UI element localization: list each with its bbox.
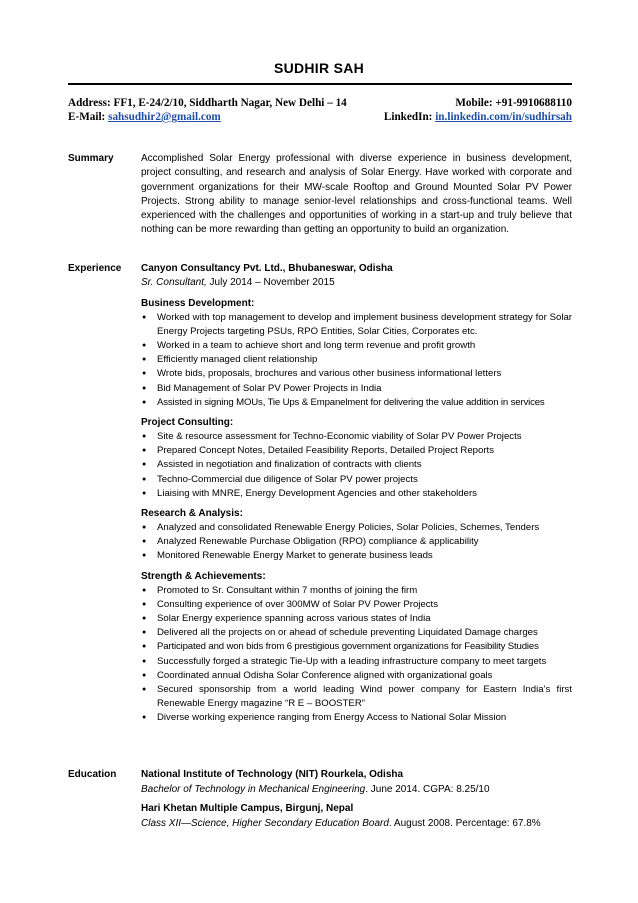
institution-name: National Institute of Technology (NIT) Rourkela, Odisha xyxy=(141,769,404,780)
experience-label: Experience xyxy=(68,263,122,274)
contact-block xyxy=(68,96,572,124)
degree-name: Class XII—Science, Higher Secondary Education Board xyxy=(141,817,389,829)
job-role: Sr. Consultant, xyxy=(141,277,207,288)
linkedin-group xyxy=(384,110,572,124)
list-item: ● Assisted in negotiation and finalization of contracts with clients xyxy=(141,458,572,472)
list-item: ● Participated and won bids from 6 prestigious government organizations for Feasibility Studies xyxy=(141,640,572,654)
list-item: ● Diverse working experience ranging from Energy Access to National Solar Mission xyxy=(141,711,572,725)
summary-label: Summary xyxy=(68,153,114,164)
bullet-list xyxy=(141,311,572,410)
list-item: ● Analyzed Renewable Purchase Obligation (RPO) compliance & applicability xyxy=(141,535,572,549)
candidate-name: SUDHIR SAH xyxy=(273,60,365,76)
email-link[interactable]: sahsudhir2@gmail.com xyxy=(108,111,221,123)
job-period: July 2014 – November 2015 xyxy=(206,277,335,288)
degree-line xyxy=(141,783,572,798)
mobile-text: Mobile: +91-9910688110 xyxy=(455,97,572,109)
list-item: ● Monitored Renewable Energy Market to generate business leads xyxy=(141,549,572,563)
group-heading: Strength & Achievements: xyxy=(141,570,266,582)
contact-row-1 xyxy=(68,96,572,110)
list-item: ● Secured sponsorship from a world leading Wind power company for Eastern India’s first Renewable Energy magazine “R E – BOOSTER” xyxy=(141,683,572,711)
degree-detail: . June 2014. CGPA: 8.25/10 xyxy=(365,783,490,795)
education-body xyxy=(141,768,572,831)
contact-row-2 xyxy=(68,110,572,124)
list-item: ● Promoted to Sr. Consultant within 7 months of joining the firm xyxy=(141,584,572,598)
list-item: ● Efficiently managed client relationship xyxy=(141,353,572,367)
list-item: ● Coordinated annual Odisha Solar Conference aligned with organizational goals xyxy=(141,669,572,683)
group-heading: Research & Analysis: xyxy=(141,507,243,519)
list-item: ● Assisted in signing MOUs, Tie Ups & Empanelment for delivering the value addition in services xyxy=(141,396,572,410)
header-divider xyxy=(68,83,572,85)
list-item: ● Delivered all the projects on or ahead of schedule preventing Liquidated Damage charges xyxy=(141,626,572,640)
degree-detail: . August 2008. Percentage: 67.8% xyxy=(388,817,541,829)
list-item: ● Prepared Concept Notes, Detailed Feasibility Reports, Detailed Project Reports xyxy=(141,444,572,458)
company-name: Canyon Consultancy Pvt. Ltd., Bhubaneswar, Odisha xyxy=(141,263,393,274)
institution-name: Hari Khetan Multiple Campus, Birgunj, Nepal xyxy=(141,803,354,814)
degree-name: Bachelor of Technology in Mechanical Engineering xyxy=(141,783,366,795)
group-heading: Project Consulting: xyxy=(141,416,234,428)
list-item: ● Consulting experience of over 300MW of Solar PV Power Projects xyxy=(141,598,572,612)
list-item: ● Analyzed and consolidated Renewable Energy Policies, Solar Policies, Schemes, Tenders xyxy=(141,521,572,535)
bullet-list xyxy=(141,430,572,501)
summary-text: Accomplished Solar Energy professional with diverse experience in business development, project consulting, and research and analysis of Solar Energy. Have worked with corporate and government organizations for their MW-scale Rooftop and Ground Mounted Solar PV Power Projects. Strong ability to manage senior-level relationships and cross-functional teams. Well experienced with the challenges and opportunities of working in a start-up and truly believe that nothing can be more rewarding than getting an opportunity to build an organization. xyxy=(141,153,572,236)
list-item: ● Site & resource assessment for Techno-Economic viability of Solar PV Power Projects xyxy=(141,430,572,444)
bullet-list xyxy=(141,584,572,726)
list-item: ● Worked with top management to develop and implement business development strategy for Solar Energy Projects targeting PSUs, RPO Entities, Solar Cities, Corporates etc. xyxy=(141,311,572,339)
linkedin-label: LinkedIn: xyxy=(383,111,436,123)
bullet-list xyxy=(141,521,572,564)
email-group xyxy=(68,110,221,124)
linkedin-link[interactable]: in.linkedin.com/in/sudhirsah xyxy=(435,111,572,123)
list-item: ● Wrote bids, proposals, brochures and various other business informational letters xyxy=(141,367,572,381)
list-item: ● Bid Management of Solar PV Power Projects in India xyxy=(141,382,572,396)
group-heading: Business Development: xyxy=(141,297,255,309)
list-item: ● Techno-Commercial due diligence of Solar PV power projects xyxy=(141,473,572,487)
education-label: Education xyxy=(68,769,117,780)
list-item: ● Liaising with MNRE, Energy Development Agencies and other stakeholders xyxy=(141,487,572,501)
job-role-line xyxy=(141,276,572,291)
list-item: ● Successfully forged a strategic Tie-Up with a leading infrastructure company to meet targets xyxy=(141,655,572,669)
list-item: ● Worked in a team to achieve short and long term revenue and profit growth xyxy=(141,339,572,353)
email-label: E-Mail: xyxy=(68,111,109,123)
list-item: ● Solar Energy experience spanning across various states of India xyxy=(141,612,572,626)
experience-body xyxy=(141,262,572,726)
address-text: Address: FF1, E-24/2/10, Siddharth Nagar, New Delhi – 14 xyxy=(68,97,347,109)
degree-line xyxy=(141,817,572,832)
